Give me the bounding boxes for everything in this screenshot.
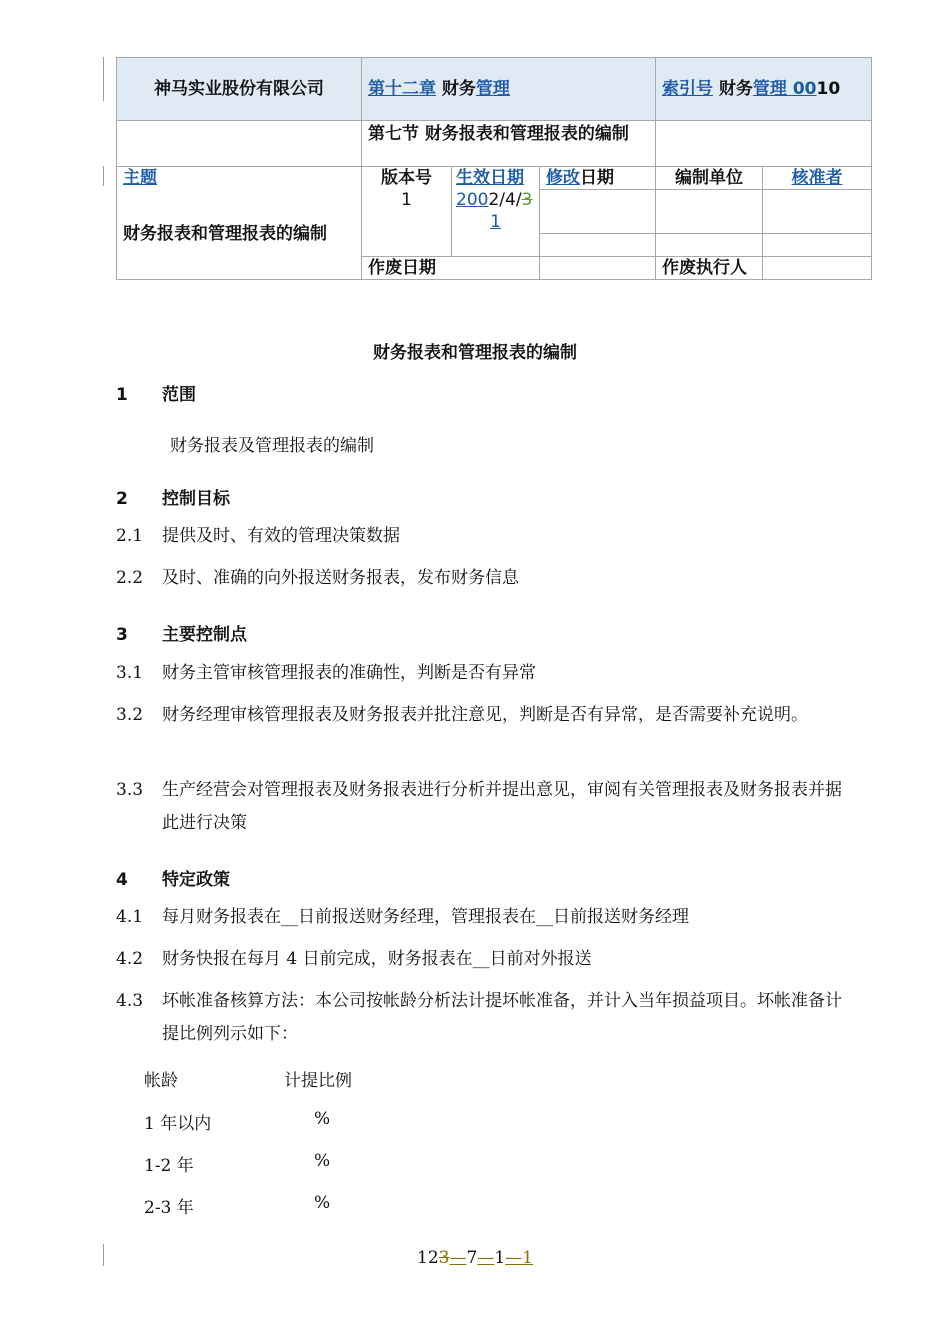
page-footer: 123—7—1—1 bbox=[417, 1248, 533, 1268]
aging-row-age: 1 年以内 bbox=[144, 1114, 212, 1134]
section-4-heading: 4 特定政策 bbox=[116, 870, 230, 890]
empty-cell bbox=[656, 121, 872, 167]
index-link-2[interactable]: 管理 00 bbox=[752, 79, 817, 99]
approver-cell bbox=[763, 167, 872, 190]
aging-row-pct: % bbox=[314, 1193, 331, 1213]
empty-cell bbox=[763, 190, 872, 234]
subject-value: 财务报表和管理报表的编制 bbox=[123, 224, 327, 244]
aging-row-pct: % bbox=[314, 1151, 331, 1171]
list-item: 4.2 财务快报在每月 4 日前完成，财务报表在__日前对外报送 bbox=[116, 949, 592, 969]
section-title: 第七节 财务报表和管理报表的编制 bbox=[362, 121, 656, 167]
list-item: 2.2 及时、准确的向外报送财务报表，发布财务信息 bbox=[116, 568, 519, 588]
approver-link[interactable]: 核准者 bbox=[791, 168, 843, 188]
subject-link[interactable]: 主题 bbox=[123, 168, 157, 188]
list-item: 4.1 每月财务报表在__日前报送财务经理，管理报表在__日前报送财务经理 bbox=[116, 907, 689, 927]
document-title: 财务报表和管理报表的编制 bbox=[373, 343, 577, 363]
section-3-heading: 3 主要控制点 bbox=[116, 625, 247, 645]
index-cell: 索引号 财务管理 0010 bbox=[656, 58, 872, 121]
empty-cell bbox=[540, 190, 656, 234]
empty-cell bbox=[656, 234, 763, 257]
empty-cell bbox=[117, 121, 362, 167]
empty-cell bbox=[540, 234, 656, 257]
list-item: 3.3 生产经营会对管理报表及财务报表进行分析并提出意见，审阅有关管理报表及财务报表并据此进行决策 bbox=[116, 780, 842, 833]
chapter-link-2[interactable]: 管理 bbox=[475, 79, 510, 99]
effective-date-link[interactable]: 生效日期 bbox=[456, 168, 524, 188]
effective-cell: 生效日期 2002/4/3 1 bbox=[452, 167, 540, 257]
list-item: 3.2 财务经理审核管理报表及财务报表并批注意见，判断是否有异常，是否需要补充说明。 bbox=[116, 705, 808, 725]
modify-date-cell: 修改日期 bbox=[540, 167, 656, 190]
margin-bar-top bbox=[103, 57, 104, 101]
section-1-body: 财务报表及管理报表的编制 bbox=[170, 436, 374, 456]
list-item: 3.1 财务主管审核管理报表的准确性，判断是否有异常 bbox=[116, 663, 536, 683]
void-date-label: 作废日期 bbox=[362, 257, 540, 280]
aging-col1-header: 帐龄 bbox=[144, 1071, 178, 1091]
aging-row-pct: % bbox=[314, 1109, 331, 1129]
empty-cell bbox=[763, 257, 872, 280]
modify-link[interactable]: 修改 bbox=[546, 168, 580, 188]
aging-row-age: 1-2 年 bbox=[144, 1156, 194, 1176]
subject-cell bbox=[117, 167, 362, 280]
aging-row-age: 2-3 年 bbox=[144, 1198, 194, 1218]
company-name: 神马实业股份有限公司 bbox=[117, 58, 362, 121]
list-item: 4.3 坏帐准备核算方法：本公司按帐龄分析法计提坏帐准备，并计入当年损益项目。坏帐准备计提比例列示如下： bbox=[116, 991, 842, 1044]
margin-bar-mid bbox=[103, 166, 104, 186]
section-1-heading: 1 范围 bbox=[116, 385, 196, 405]
section-2-heading: 2 控制目标 bbox=[116, 489, 230, 509]
index-link[interactable]: 索引号 bbox=[662, 79, 713, 99]
version-value: 1 bbox=[401, 190, 412, 210]
aging-col2-header: 计提比例 bbox=[284, 1071, 352, 1091]
list-item: 2.1 提供及时、有效的管理决策数据 bbox=[116, 526, 400, 546]
empty-cell bbox=[656, 190, 763, 234]
header-table bbox=[116, 57, 872, 280]
unit-label: 编制单位 bbox=[656, 167, 763, 190]
empty-cell bbox=[540, 257, 656, 280]
chapter-cell: 第十二章 财务管理 bbox=[362, 58, 656, 121]
void-executor-label: 作废执行人 bbox=[656, 257, 763, 280]
version-cell: 版本号 1 bbox=[362, 167, 452, 257]
chapter-link[interactable]: 第十二章 bbox=[368, 79, 436, 99]
empty-cell bbox=[763, 234, 872, 257]
